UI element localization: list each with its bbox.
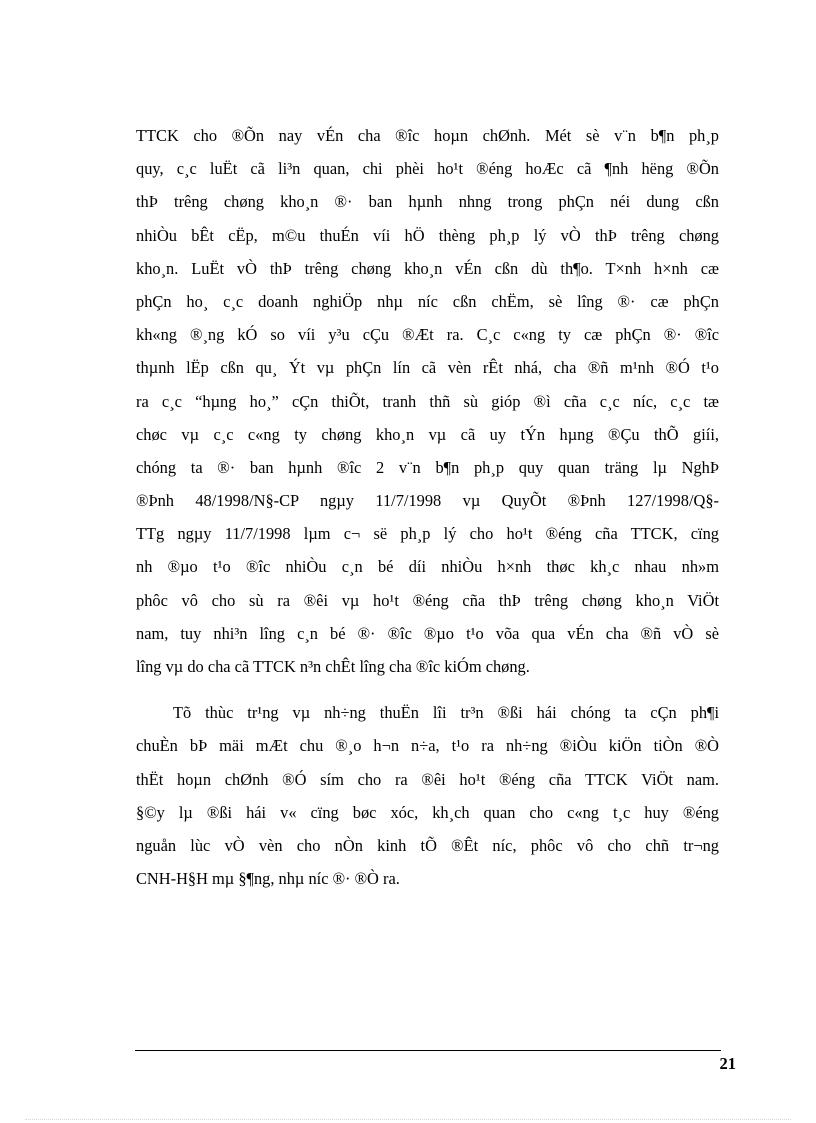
paragraph-1 [136, 119, 719, 683]
text-line: chøc vµ c¸c c«ng ty chøng kho¸n vµ cã uy tÝn hµng ®Çu thÕ giíi, [136, 424, 719, 444]
text-line: Tõ thùc tr¹ng vµ nh÷ng thuËn lîi tr³n ®ßi hái chóng ta cÇn ph¶i [173, 703, 719, 723]
page-number: 21 [719, 1054, 736, 1073]
paragraph-spacing [136, 683, 719, 696]
text-line: §©y lµ ®ßi hái v« cïng bøc xóc, kh¸ch quan cho c«ng t¸c huy ®éng [136, 802, 719, 822]
text-line: phôc vô cho sù ra ®êi vµ ho¹t ®éng cña thÞ trêng chøng kho¸n ViÖt [136, 590, 719, 610]
paragraph-2 [136, 696, 719, 895]
footer-rule [135, 1050, 721, 1051]
text-line: TTCK cho ®Õn nay vÉn cha ®îc hoµn chØnh. Mét sè v¨n b¶n ph¸p [136, 126, 719, 145]
text-line: CNH-H§H mµ §¶ng, nhµ níc ®· ®Ò ra. [136, 869, 400, 889]
text-line: ra c¸c “hµng ho¸” cÇn thiÕt, tranh thñ sù gióp ®ì cña c¸c níc, c¸c tæ [136, 391, 719, 411]
text-line: chuÈn bÞ mäi mÆt chu ®¸o h¬n n÷a, t¹o ra nh÷ng ®iÒu kiÖn tiÒn ®Ò [136, 736, 719, 756]
text-line: kho¸n. LuËt vÒ thÞ trêng chøng kho¸n vÉn cßn dù th¶o. T×nh h×nh cæ [136, 258, 719, 278]
text-line: thËt hoµn chØnh ®Ó sím cho ra ®êi ho¹t ®éng cña TTCK ViÖt nam. [136, 769, 719, 789]
text-line: thÞ trêng chøng kho¸n ®· ban hµnh nhng trong phÇn néi dung cßn [136, 192, 719, 212]
text-line: quy, c¸c luËt cã li³n quan, chi phèi ho¹t ®éng hoÆc cã ¶nh hëng ®Õn [136, 159, 719, 179]
text-line: thµnh lËp cßn qu¸ Ýt vµ phÇn lín cã vèn rÊt nhá, cha ®ñ m¹nh ®Ó t¹o [136, 358, 719, 378]
text-line: TTg ngµy 11/7/1998 lµm c¬ së ph¸p lý cho ho¹t ®éng cña TTCK, cïng [136, 524, 719, 544]
page-bottom-edge [25, 1119, 791, 1120]
text-line: nh ®µo t¹o ®îc nhiÒu c¸n bé díi nhiÒu h×nh thøc kh¸c nhau nh»m [136, 557, 719, 577]
text-line: nam, tuy nhi³n lîng c¸n bé ®· ®îc ®µo t¹o võa qua vÉn cha ®ñ vÒ sè [136, 623, 719, 643]
text-line: phÇn ho¸ c¸c doanh nghiÖp nhµ níc cßn chËm, sè lîng ®· cæ phÇn [136, 291, 719, 311]
text-line: nhiÒu bÊt cËp, m©u thuÉn víi hÖ thèng ph¸p lý vÒ thÞ trêng chøng [136, 225, 719, 245]
text-line: chóng ta ®· ban hµnh ®îc 2 v¨n b¶n ph¸p quy quan träng lµ NghÞ [136, 457, 719, 477]
body-text [136, 119, 719, 895]
text-line: nguån lùc vÒ vèn cho nÒn kinh tÕ ®Êt níc, phôc vô cho chñ tr¬ng [136, 835, 719, 855]
text-line: kh«ng ®¸ng kÓ so víi y³u cÇu ®Æt ra. C¸c c«ng ty cæ phÇn ®· ®îc [136, 325, 719, 345]
text-line: ®Þnh 48/1998/N§-CP ngµy 11/7/1998 vµ QuyÕt ®Þnh 127/1998/Q§- [136, 491, 719, 511]
text-line: lîng vµ do cha cã TTCK n³n chÊt lîng cha ®îc kiÓm chøng. [136, 657, 530, 676]
